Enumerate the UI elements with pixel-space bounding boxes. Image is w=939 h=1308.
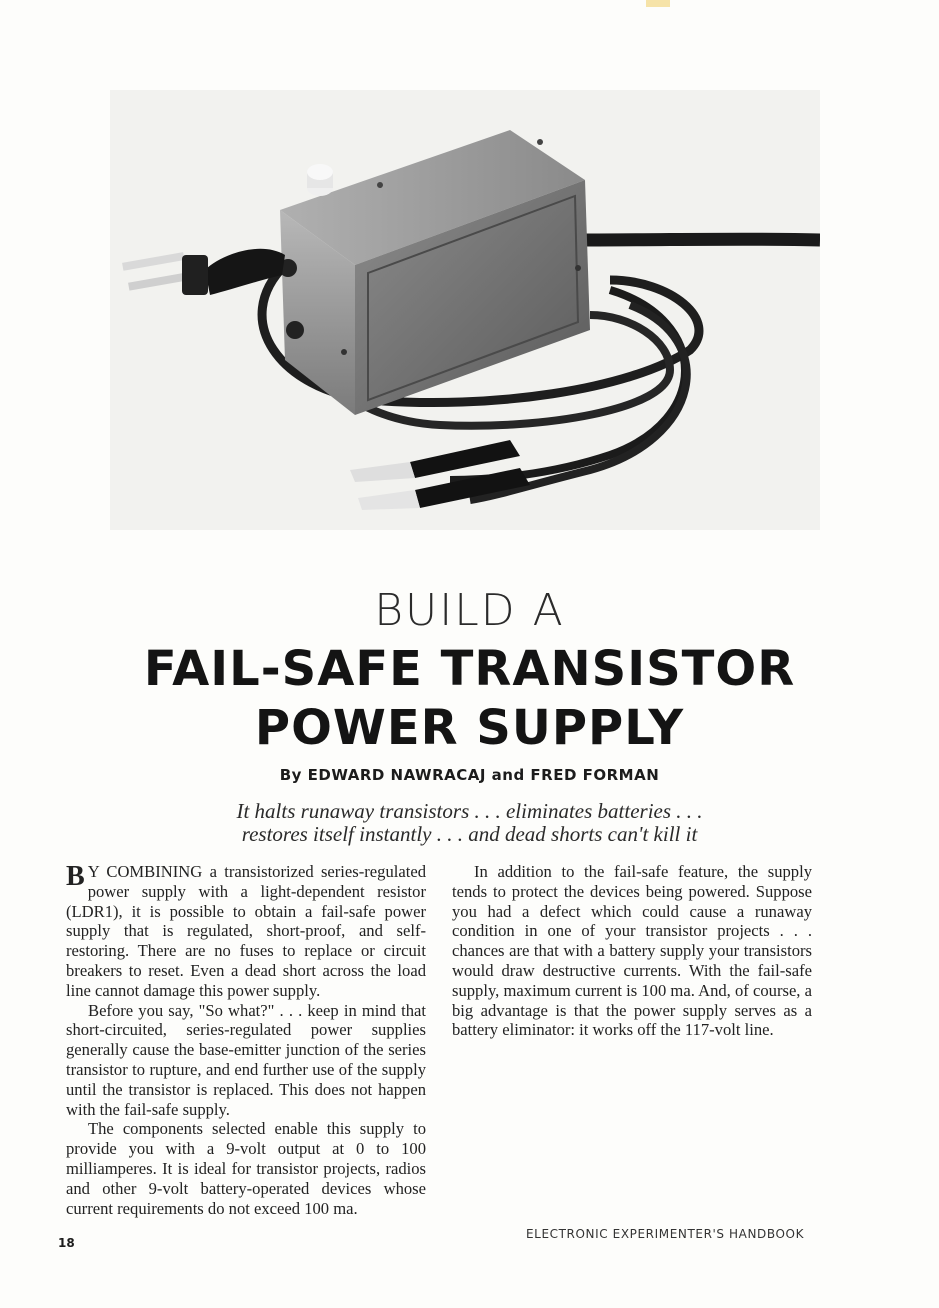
deck-line-2: restores itself instantly . . . and dead shorts can't kill it: [241, 822, 698, 846]
paragraph-1-text: Y COMBINING a transistorized series-regulated power supply with a light-dependent resistor (LDR1), it is possible to obtain a fail-safe power supply that is regulated, short-proof, and self-restoring. There are no fuses to replace or circuit breakers to reset. Even a dead short across the load line cannot damage this power supply.: [66, 862, 426, 1000]
title-line-1: FAIL-SAFE TRANSISTOR: [143, 641, 796, 697]
paragraph-1: [66, 862, 426, 1001]
title-line-2: POWER SUPPLY: [254, 700, 685, 756]
body-column-right: [452, 862, 812, 1040]
kicker: BUILD A: [374, 585, 565, 636]
paragraph-2: Before you say, "So what?" . . . keep in mind that short-circuited, series-regulated power supplies generally cause the base-emitter junction of the series transistor to rupture, and end further use of the supply until the transistor is replaced. This does not happen with the fail-safe supply.: [66, 1000, 426, 1119]
deck-line-1: It halts runaway transistors . . . eliminates batteries . . .: [236, 799, 703, 823]
running-footer: ELECTRONIC EXPERIMENTER'S HANDBOOK: [526, 1227, 805, 1241]
drop-cap: B: [66, 861, 85, 892]
paragraph-4: In addition to the fail-safe feature, the supply tends to protect the devices being powered. Suppose you had a defect which could cause a runaway condition in one of your transistor projects . . . chances are that with a battery supply your transistors would draw destructive currents. With the fail-safe supply, maximum current is 100 ma. And, of course, a big advantage is that the power supply serves as a battery eliminator: it works off the 117-volt line.: [452, 862, 812, 1040]
byline: By EDWARD NAWRACAJ and FRED FORMAN: [279, 766, 660, 784]
page-number: 18: [58, 1236, 75, 1250]
paragraph-3: The components selected enable this supply to provide you with a 9-volt output at 0 to 100 milliamperes. It is ideal for transistor projects, radios and other 9-volt battery-operated devices whose current requirements do not exceed 100 ma.: [66, 1119, 426, 1218]
body-column-left: [66, 862, 426, 1218]
power-supply-photo: [110, 90, 820, 530]
print-mark: [646, 0, 670, 7]
